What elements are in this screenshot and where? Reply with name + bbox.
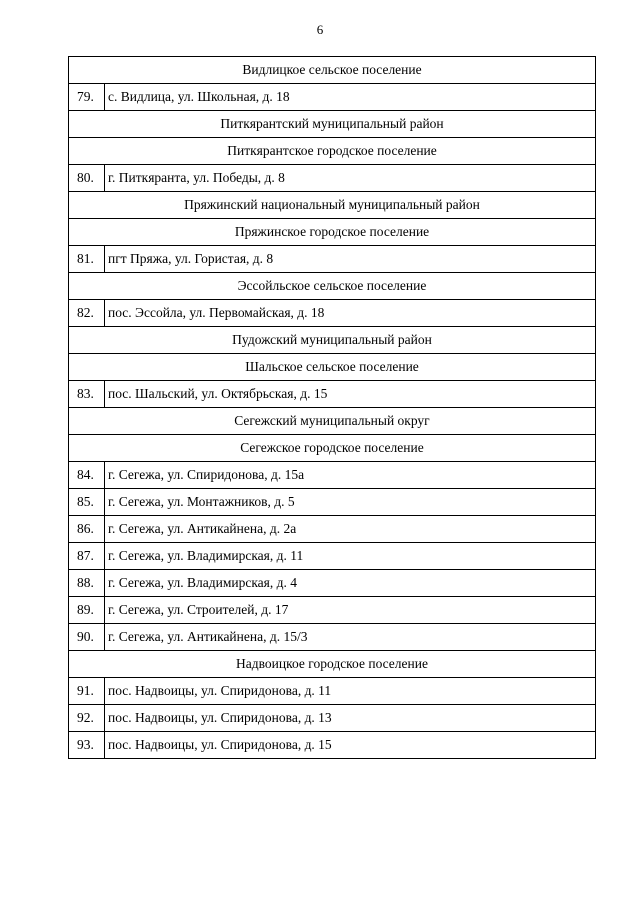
section-title: Пряжинское городское поселение [69,219,596,246]
table-row [69,678,596,705]
row-number: 82. [69,300,105,327]
row-number: 79. [69,84,105,111]
row-address: г. Питкяранта, ул. Победы, д. 8 [105,165,596,192]
section-header-row [69,327,596,354]
row-number: 92. [69,705,105,732]
table-row [69,624,596,651]
section-title: Видлицкое сельское поселение [69,57,596,84]
section-title: Сегежское городское поселение [69,435,596,462]
table-row [69,381,596,408]
table-row [69,246,596,273]
section-header-row [69,192,596,219]
table-row [69,570,596,597]
row-address: пос. Шальский, ул. Октябрьская, д. 15 [105,381,596,408]
page-number: 6 [316,22,324,37]
section-header-row [69,273,596,300]
section-header-row [69,57,596,84]
row-number: 85. [69,489,105,516]
table-row [69,462,596,489]
table-row [69,84,596,111]
row-address: г. Сегежа, ул. Спиридонова, д. 15а [105,462,596,489]
row-address: г. Сегежа, ул. Антикайнена, д. 2а [105,516,596,543]
section-header-row [69,408,596,435]
table-row [69,516,596,543]
row-number: 89. [69,597,105,624]
section-header-row [69,219,596,246]
row-number: 90. [69,624,105,651]
row-address: пгт Пряжа, ул. Гористая, д. 8 [105,246,596,273]
section-title: Питкярантское городское поселение [69,138,596,165]
address-table [68,56,596,759]
row-address: пос. Надвоицы, ул. Спиридонова, д. 15 [105,732,596,759]
row-address: с. Видлица, ул. Школьная, д. 18 [105,84,596,111]
row-address: г. Сегежа, ул. Владимирская, д. 11 [105,543,596,570]
address-table-body [69,57,596,759]
section-title: Надвоицкое городское поселение [69,651,596,678]
section-header-row [69,651,596,678]
row-number: 91. [69,678,105,705]
section-header-row [69,138,596,165]
row-number: 83. [69,381,105,408]
section-header-row [69,435,596,462]
row-address: пос. Надвоицы, ул. Спиридонова, д. 11 [105,678,596,705]
row-number: 81. [69,246,105,273]
row-address: пос. Надвоицы, ул. Спиридонова, д. 13 [105,705,596,732]
table-row [69,597,596,624]
table-row [69,705,596,732]
row-address: пос. Эссойла, ул. Первомайская, д. 18 [105,300,596,327]
section-title: Шальское сельское поселение [69,354,596,381]
section-title: Пудожский муниципальный район [69,327,596,354]
table-row [69,165,596,192]
row-address: г. Сегежа, ул. Строителей, д. 17 [105,597,596,624]
row-number: 86. [69,516,105,543]
section-header-row [69,354,596,381]
row-number: 88. [69,570,105,597]
row-number: 84. [69,462,105,489]
row-address: г. Сегежа, ул. Владимирская, д. 4 [105,570,596,597]
section-title: Эссойльское сельское поселение [69,273,596,300]
section-title: Питкярантский муниципальный район [69,111,596,138]
row-number: 80. [69,165,105,192]
row-number: 93. [69,732,105,759]
section-title: Сегежский муниципальный округ [69,408,596,435]
row-number: 87. [69,543,105,570]
table-row [69,489,596,516]
table-row [69,543,596,570]
section-header-row [69,111,596,138]
table-row [69,732,596,759]
row-address: г. Сегежа, ул. Антикайнена, д. 15/3 [105,624,596,651]
row-address: г. Сегежа, ул. Монтажников, д. 5 [105,489,596,516]
section-title: Пряжинский национальный муниципальный район [69,192,596,219]
table-row [69,300,596,327]
